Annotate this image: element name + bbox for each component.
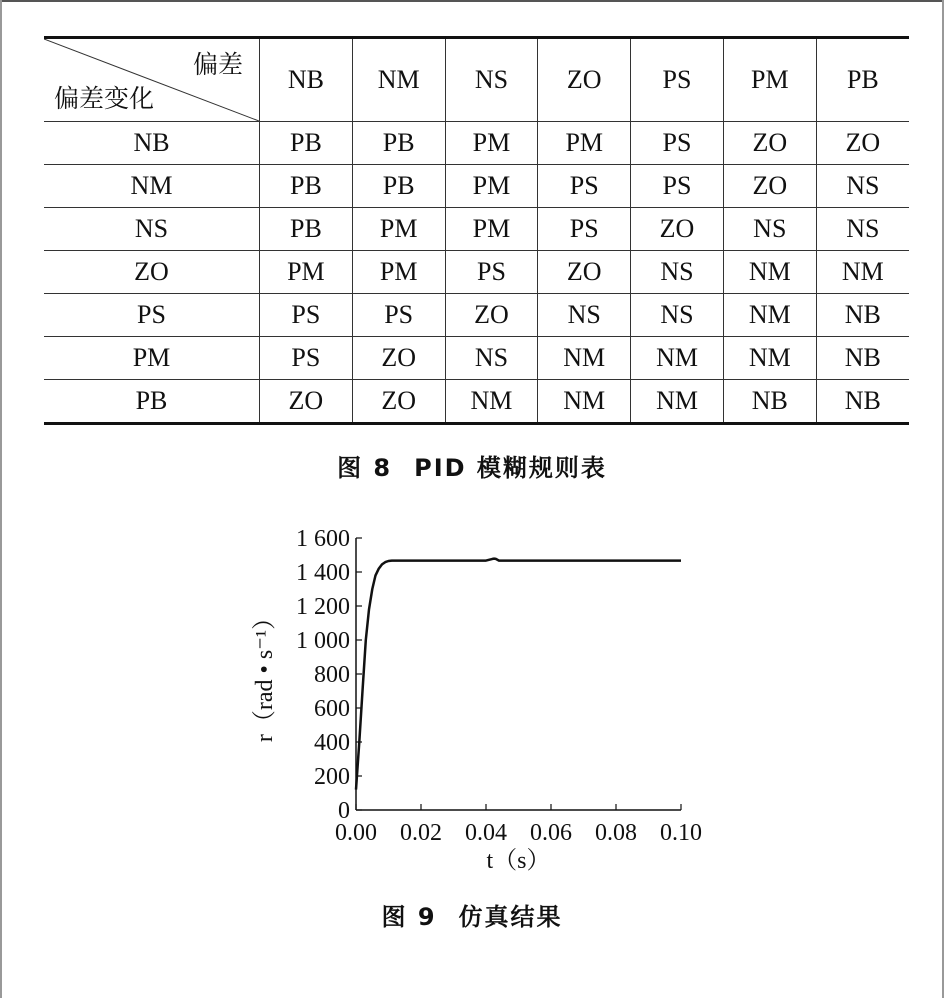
rule-cell: NM — [538, 337, 631, 380]
rule-cell: NB — [816, 337, 909, 380]
rule-cell: NS — [538, 294, 631, 337]
y-tick-label: 1 600 — [296, 526, 350, 552]
figure-8-title: PID 模糊规则表 — [414, 454, 607, 482]
rule-cell: PB — [352, 165, 445, 208]
row-header-zo: ZO — [44, 251, 260, 294]
rule-cell: NM — [723, 251, 816, 294]
rule-cell: PB — [260, 122, 353, 165]
corner-column-axis-label: 偏差 — [192, 50, 243, 79]
figure-9-title: 仿真结果 — [458, 903, 563, 931]
rule-cell: NS — [631, 251, 724, 294]
rule-cell: PS — [260, 337, 353, 380]
row-header-nm: NM — [44, 165, 260, 208]
rule-cell: NB — [723, 380, 816, 424]
y-tick-label: 1 000 — [296, 628, 350, 654]
rule-cell: PS — [631, 165, 724, 208]
column-header-nm: NM — [352, 38, 445, 122]
y-tick-label: 600 — [314, 696, 350, 722]
rule-cell: ZO — [445, 294, 538, 337]
rule-cell: PS — [352, 294, 445, 337]
column-header-zo: ZO — [538, 38, 631, 122]
y-tick-label: 200 — [314, 764, 350, 790]
figure-9-caption — [0, 897, 944, 932]
rule-cell: ZO — [352, 380, 445, 424]
x-tick-label: 0.02 — [400, 820, 442, 846]
x-tick-label: 0.06 — [530, 820, 572, 846]
y-tick-label: 800 — [314, 662, 350, 688]
y-tick-label: 0 — [338, 798, 350, 824]
rule-cell: PS — [445, 251, 538, 294]
rule-cell: NM — [538, 380, 631, 424]
x-tick-label: 0.08 — [595, 820, 637, 846]
column-header-nb: NB — [260, 38, 353, 122]
rule-cell: NS — [816, 208, 909, 251]
series-line — [356, 559, 681, 790]
rule-cell: ZO — [723, 165, 816, 208]
x-tick-label: 0.04 — [465, 820, 507, 846]
rule-cell: ZO — [352, 337, 445, 380]
column-header-ns: NS — [445, 38, 538, 122]
rule-cell: NM — [816, 251, 909, 294]
column-header-ps: PS — [631, 38, 724, 122]
y-tick-label: 1 400 — [296, 560, 350, 586]
rule-cell: PM — [352, 208, 445, 251]
rule-cell: NS — [445, 337, 538, 380]
rule-cell: ZO — [260, 380, 353, 424]
row-header-ps: PS — [44, 294, 260, 337]
rule-cell: NB — [816, 380, 909, 424]
corner-row-axis-label: 偏差变化 — [54, 84, 155, 113]
row-header-pb: PB — [44, 380, 260, 424]
rule-cell: PB — [352, 122, 445, 165]
row-header-pm: PM — [44, 337, 260, 380]
rule-cell: NS — [816, 165, 909, 208]
rule-cell: PB — [260, 165, 353, 208]
rule-cell: PB — [260, 208, 353, 251]
rule-cell: NB — [816, 294, 909, 337]
rule-cell: PM — [538, 122, 631, 165]
rule-cell: NM — [631, 337, 724, 380]
x-tick-label: 0.10 — [660, 820, 702, 846]
column-header-pb: PB — [816, 38, 909, 122]
rule-cell: ZO — [538, 251, 631, 294]
rule-cell: NS — [723, 208, 816, 251]
row-header-ns: NS — [44, 208, 260, 251]
rule-cell: PM — [445, 122, 538, 165]
rule-cell: NM — [631, 380, 724, 424]
rule-cell: PS — [538, 165, 631, 208]
rule-cell: ZO — [631, 208, 724, 251]
rule-cell: ZO — [816, 122, 909, 165]
rule-cell: PS — [260, 294, 353, 337]
rule-cell: NS — [631, 294, 724, 337]
figure-9-number: 图 9 — [381, 903, 437, 931]
y-tick-label: 400 — [314, 730, 350, 756]
rule-cell: NM — [445, 380, 538, 424]
rule-cell: PM — [260, 251, 353, 294]
x-tick-label: 0.00 — [335, 820, 377, 846]
rule-cell: ZO — [723, 122, 816, 165]
rule-cell: NM — [723, 294, 816, 337]
y-axis-label: r（rad • s⁻¹） — [252, 605, 278, 743]
rule-cell: PM — [445, 208, 538, 251]
rule-cell: NM — [723, 337, 816, 380]
figure-8-number: 图 8 — [337, 454, 393, 482]
column-header-pm: PM — [723, 38, 816, 122]
rule-cell: PM — [445, 165, 538, 208]
rule-cell: PS — [538, 208, 631, 251]
row-header-nb: NB — [44, 122, 260, 165]
rule-cell: PS — [631, 122, 724, 165]
x-axis-label: t（s） — [486, 848, 551, 874]
rule-cell: PM — [352, 251, 445, 294]
y-tick-label: 1 200 — [296, 594, 350, 620]
